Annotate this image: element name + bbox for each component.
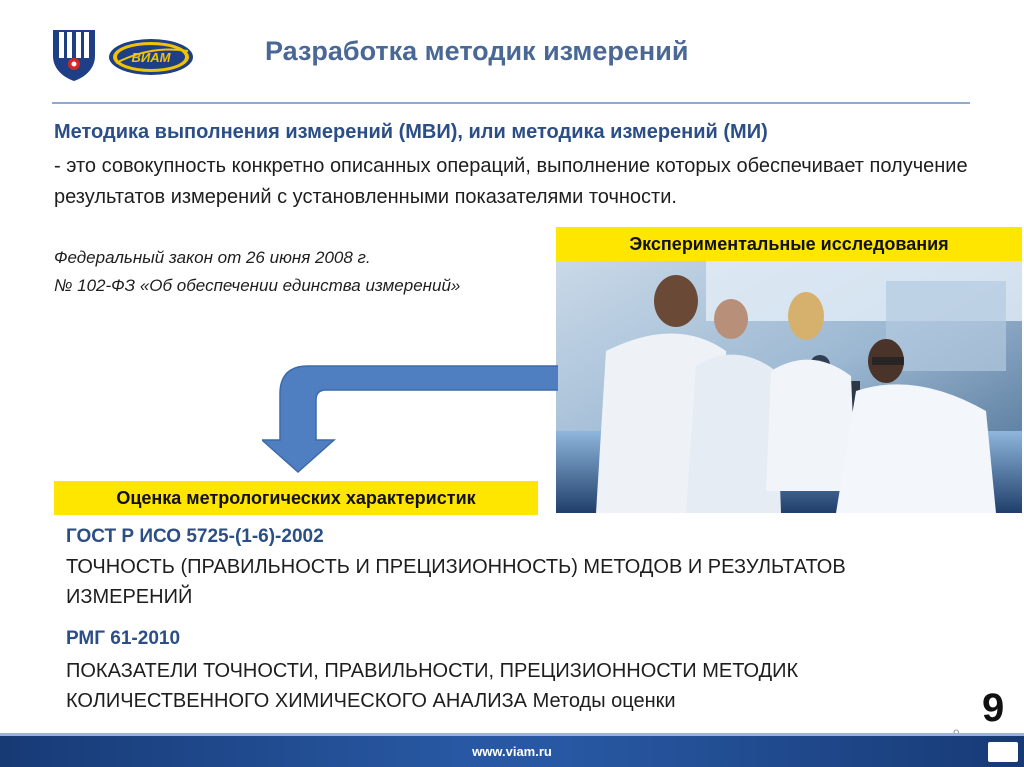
law-reference — [54, 244, 460, 300]
experiment-label: Экспериментальные исследования — [556, 227, 1022, 261]
standard-title-gost: ТОЧНОСТЬ (ПРАВИЛЬНОСТЬ И ПРЕЦИЗИОННОСТЬ) МЕТОДОВ И РЕЗУЛЬТАТОВ ИЗМЕРЕНИЙ — [66, 556, 846, 608]
definition-heading: Методика выполнения измерений (МВИ), или методика измерений (МИ) — [54, 121, 768, 143]
header-divider — [52, 102, 970, 104]
footer-corner-mark-icon — [988, 742, 1018, 762]
definition-body: - это совокупность конкретно описанных операций, выполнение которых обеспечивает получение результатов измерений с установленными показателями точности. — [54, 155, 968, 208]
shield-logo-icon — [50, 26, 98, 82]
viam-logo-text: ВИАМ — [131, 50, 171, 65]
laboratory-scientists-image — [556, 261, 1022, 513]
slide-number: 9 — [982, 686, 1005, 730]
standard-code-rmg: РМГ 61-2010 — [66, 628, 181, 649]
evaluation-label: Оценка метрологических характеристик — [54, 481, 538, 515]
law-line-2: № 102-ФЗ «Об обеспечении единства измерений» — [54, 276, 461, 295]
standard-title-rmg: ПОКАЗАТЕЛИ ТОЧНОСТИ, ПРАВИЛЬНОСТИ, ПРЕЦИЗИОННОСТИ МЕТОДИК КОЛИЧЕСТВЕННОГО ХИМИЧЕСКОГО АНАЛИЗА Методы оценки — [66, 660, 799, 712]
law-line-1: Федеральный закон от 26 июня 2008 г. — [54, 248, 371, 267]
viam-logo-icon — [108, 37, 194, 77]
standard-code-gost: ГОСТ Р ИСО 5725-(1-6)-2002 — [66, 526, 324, 547]
bent-arrow-down-icon — [262, 364, 558, 474]
footer-url[interactable]: www.viam.ru — [472, 744, 552, 759]
page-title: Разработка методик измерений — [265, 36, 689, 66]
